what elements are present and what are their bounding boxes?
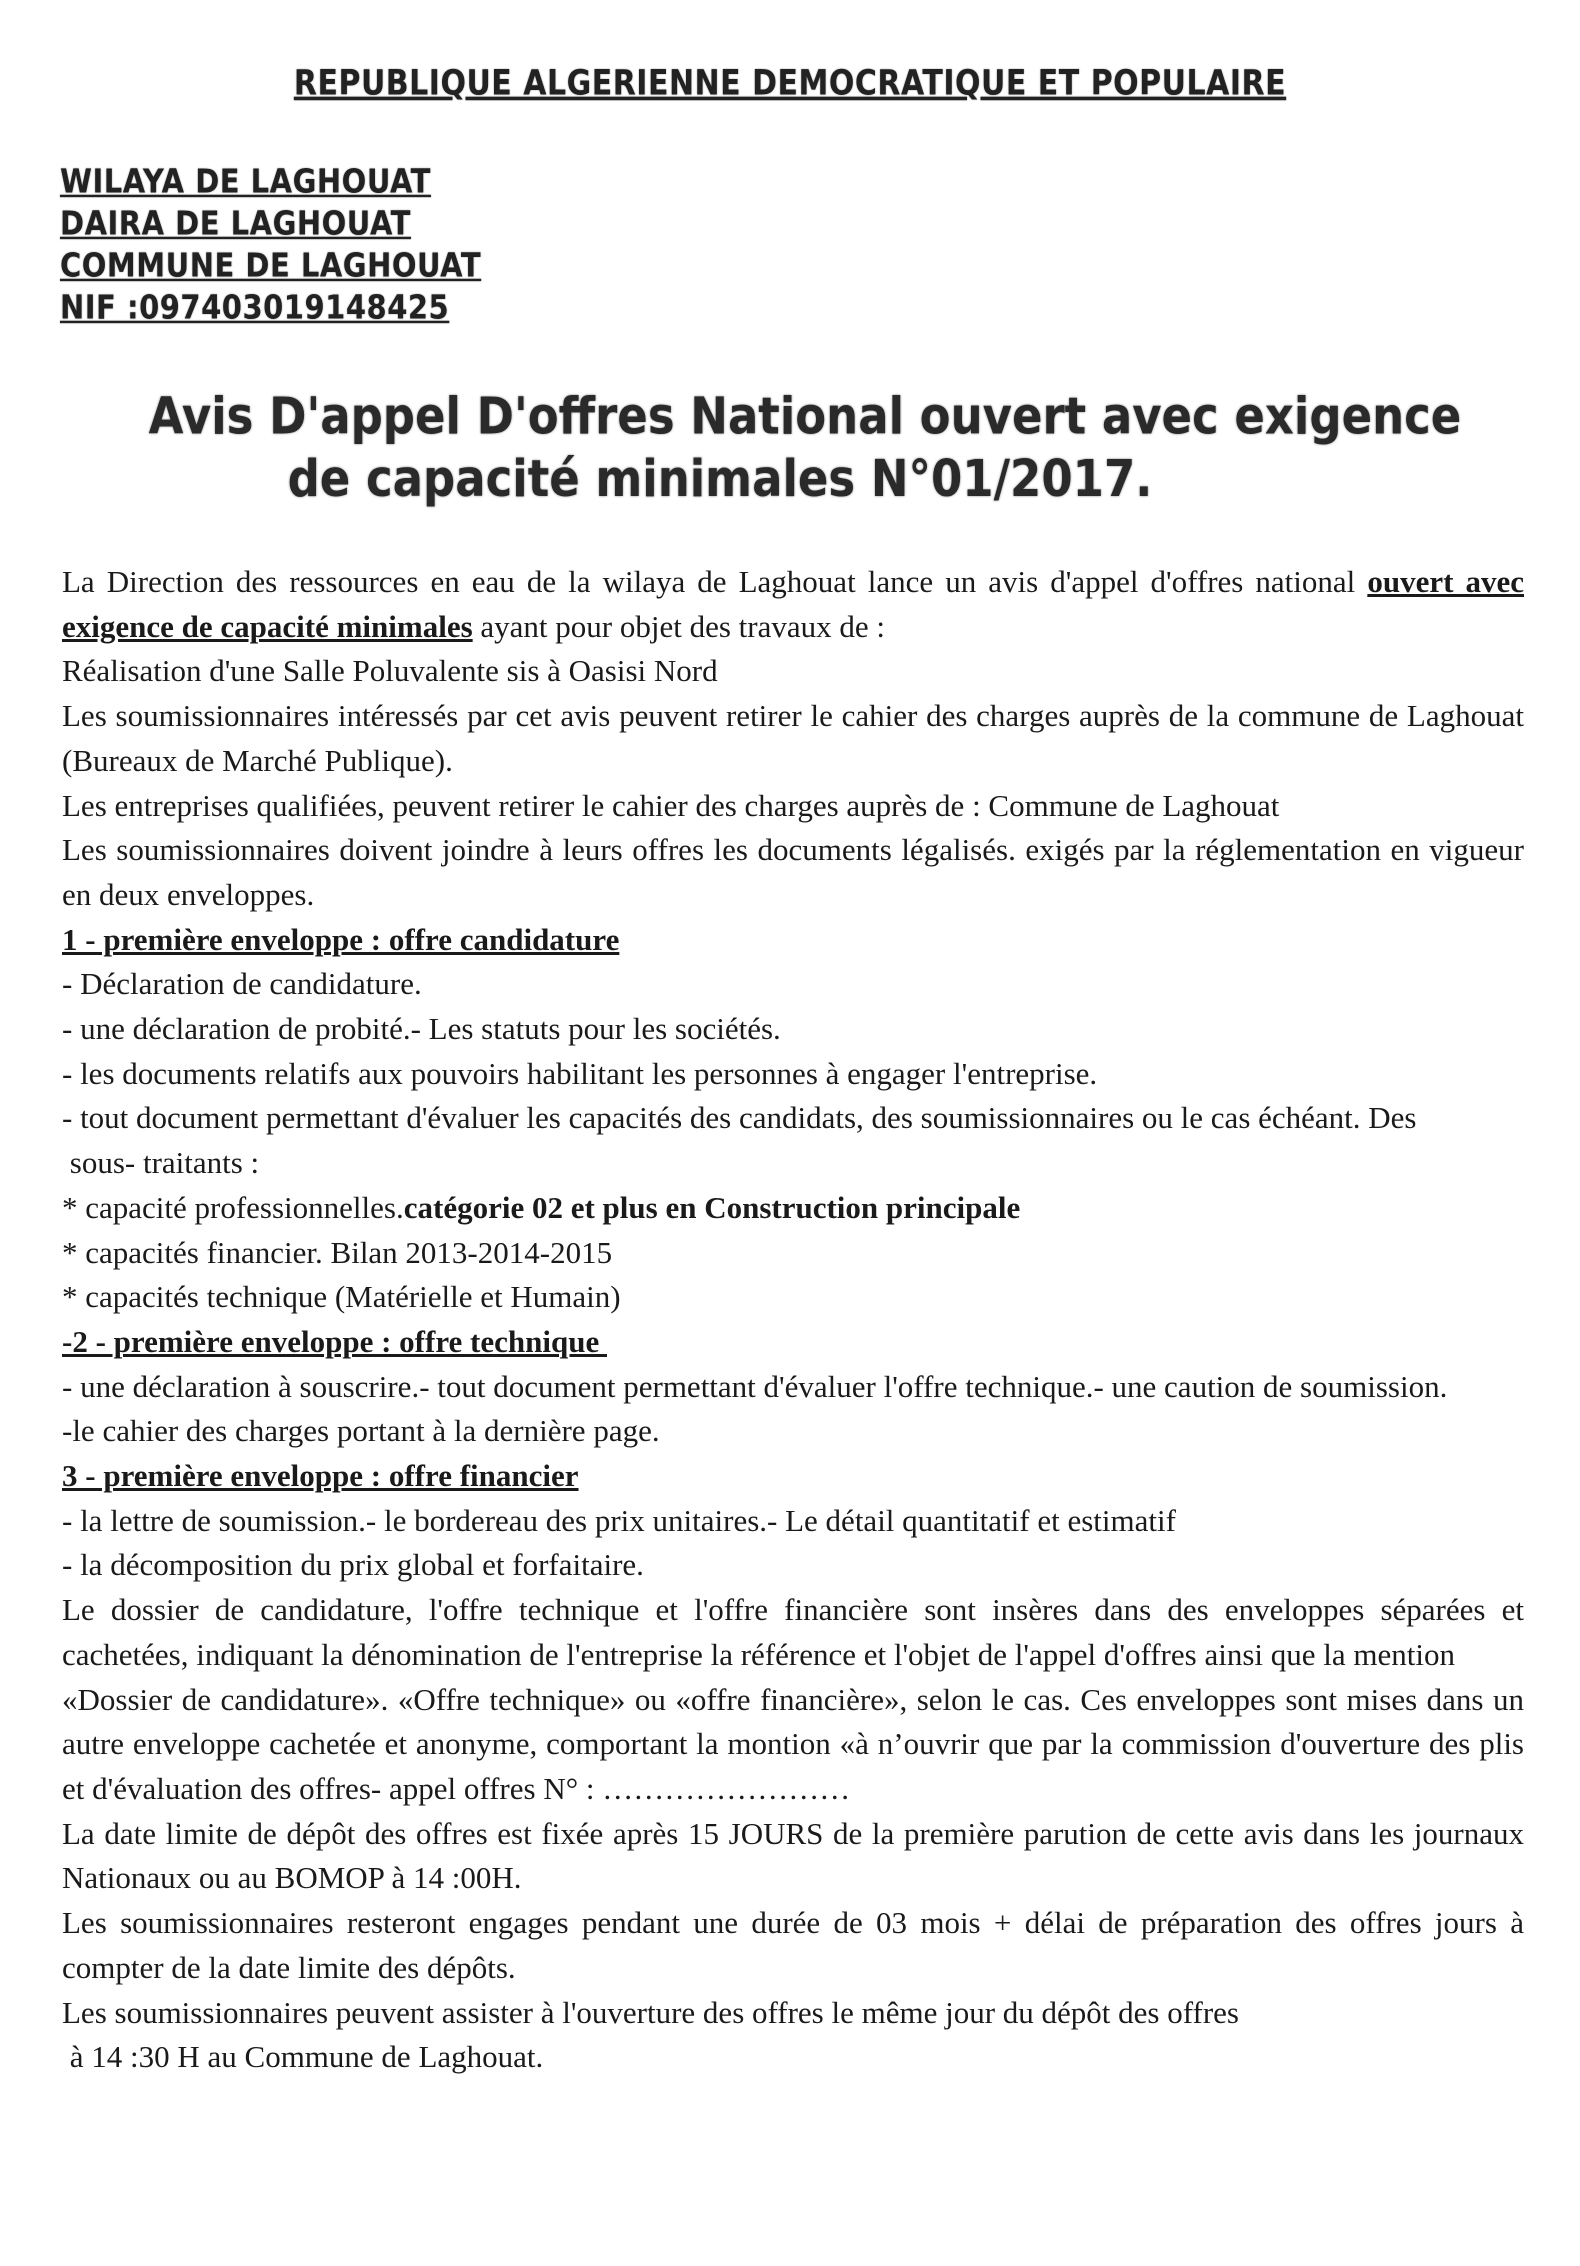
nif-label: NIF :097403019148425 bbox=[60, 287, 450, 327]
dossier-paragraph-1: Le dossier de candidature, l'offre technique et l'offre financière sont insères dans des enveloppes séparées et cachetées, indiquant la dénomination de l'entreprise la référence et l'objet de l'appel d'offres ainsi que la mention bbox=[62, 1592, 1524, 1672]
intro-paragraph bbox=[62, 560, 1524, 649]
list-item: sous- traitants : bbox=[62, 1145, 260, 1181]
section-2-title: -2 - première enveloppe : offre technique bbox=[62, 1323, 607, 1359]
capacite-professionnelle bbox=[62, 1186, 1524, 1231]
wilaya-label: WILAYA DE LAGHOUAT bbox=[60, 161, 431, 201]
retrait-paragraph-1: Les soumissionnaires intéressés par cet avis peuvent retirer le cahier des charges auprès de la commune de Laghouat (Bureaux de Marché Publique). bbox=[62, 698, 1524, 778]
intro-text-b: ayant pour objet des travaux de : bbox=[472, 608, 885, 644]
notice-title-line-1: Avis D'appel D'offres National ouvert avec exigence bbox=[148, 386, 1462, 446]
list-item: -le cahier des charges portant à la dernière page. bbox=[62, 1413, 660, 1449]
republic-heading: REPUBLIQUE ALGERIENNE DEMOCRATIQUE ET POPULAIRE bbox=[293, 63, 1287, 104]
intro-underlined: ouvert avec exigence de capacité minimales bbox=[62, 564, 1524, 644]
capacite-pro-label: * capacité professionnelles. bbox=[62, 1189, 404, 1225]
section-1-title: 1 - première enveloppe : offre candidature bbox=[62, 921, 620, 957]
assister-paragraph-1: Les soumissionnaires peuvent assister à l'ouverture des offres le même jour du dépôt des offres bbox=[62, 1994, 1239, 2030]
list-item: - la décomposition du prix global et forfaitaire. bbox=[62, 1547, 644, 1583]
capacite-financiere: * capacités financier. Bilan 2013-2014-2015 bbox=[62, 1234, 613, 1270]
notice-title-line-2: de capacité minimales N°01/2017. bbox=[287, 449, 1153, 509]
section-3-title: 3 - première enveloppe : offre financier bbox=[62, 1458, 579, 1494]
list-item: - une déclaration à souscrire.- tout document permettant d'évaluer l'offre technique.- une caution de soumission. bbox=[62, 1368, 1448, 1404]
dossier-paragraph-2: «Dossier de candidature». «Offre technique» ou «offre financière», selon le cas. Ces enveloppes sont mises dans un autre enveloppe cachetée et anonyme, comportant la montion «à n’ouvrir que par la commission d'ouverture des plis et d'évaluation des offres- appel offres N° : …………………… bbox=[62, 1681, 1524, 1806]
administration-block bbox=[60, 160, 481, 328]
engagement-paragraph: Les soumissionnaires resteront engages pendant une durée de 03 mois + délai de préparation des offres jours à compter de la date limite des dépôts. bbox=[62, 1905, 1524, 1985]
date-limite-paragraph: La date limite de dépôt des offres est fixée après 15 JOURS de la première parution de cette avis dans les journaux Nationaux ou au BOMOP à 14 :00H. bbox=[62, 1815, 1524, 1896]
retrait-paragraph-2: Les entreprises qualifiées, peuvent retirer le cahier des charges auprès de : Commune de Laghouat bbox=[62, 787, 1280, 823]
list-item: - une déclaration de probité.- Les statuts pour les sociétés. bbox=[62, 1011, 781, 1047]
commune-label: COMMUNE DE LAGHOUAT bbox=[60, 245, 482, 285]
object-line: Réalisation d'une Salle Poluvalente sis à Oasisi Nord bbox=[62, 653, 718, 689]
capacite-technique: * capacités technique (Matérielle et Humain) bbox=[62, 1279, 621, 1315]
assister-paragraph-2: à 14 :30 H au Commune de Laghouat. bbox=[62, 2039, 544, 2075]
list-item: - les documents relatifs aux pouvoirs habilitant les personnes à engager l'entreprise. bbox=[62, 1055, 1098, 1091]
notice-body bbox=[62, 560, 1524, 2080]
notice-title bbox=[0, 385, 1580, 510]
list-item: - tout document permettant d'évaluer les capacités des candidats, des soumissionnaires ou le cas échéant. Des bbox=[62, 1100, 1417, 1136]
capacite-pro-category: catégorie 02 et plus en Construction principale bbox=[403, 1189, 1021, 1225]
joindre-paragraph: Les soumissionnaires doivent joindre à leurs offres les documents légalisés. exigés par la réglementation en vigueur en deux enveloppes. bbox=[62, 832, 1524, 912]
list-item: - Déclaration de candidature. bbox=[62, 966, 422, 1002]
intro-text-a: La Direction des ressources en eau de la wilaya de Laghouat lance un avis d'appel d'offres national bbox=[62, 564, 1368, 599]
list-item: - la lettre de soumission.- le bordereau des prix unitaires.- Le détail quantitatif et estimatif bbox=[62, 1502, 1176, 1538]
daira-label: DAIRA DE LAGHOUAT bbox=[60, 203, 411, 243]
